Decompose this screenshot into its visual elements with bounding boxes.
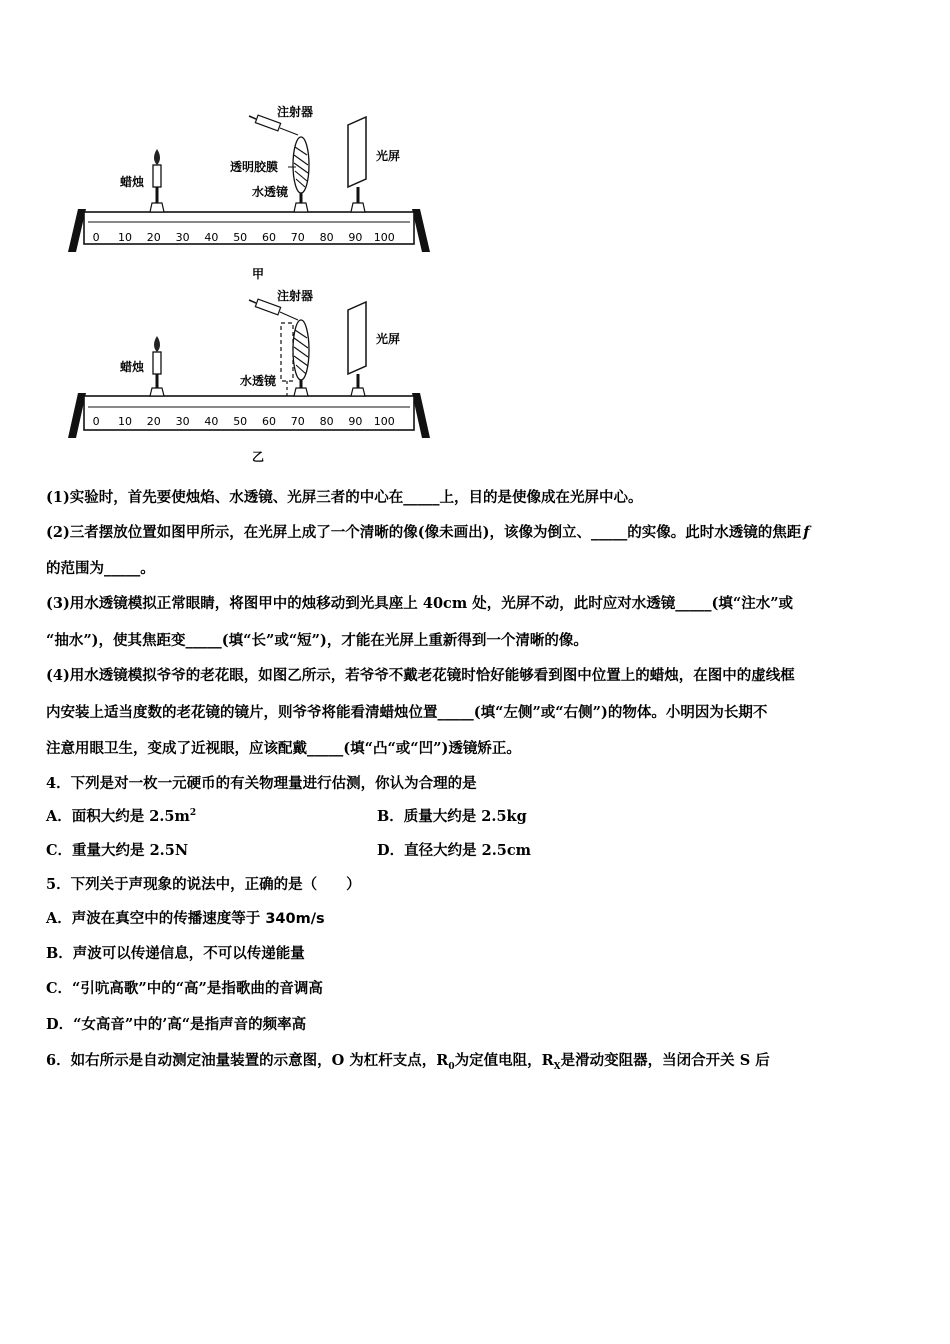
q4-option-d[interactable]: D．直径大约是 2.5cm: [377, 842, 532, 859]
figure-jia: [0, 95, 950, 280]
scale-tick-label: 90: [348, 231, 363, 244]
scale-tick-label: 50: [233, 415, 248, 428]
scale-tick-label: 40: [204, 231, 219, 244]
q3-part-4-cont2: 注意用眼卫生，变成了近视眼，应该配戴_____(填“凸“或“凹”)透镜矫正。: [46, 740, 521, 757]
scale-tick-label: 10: [118, 231, 132, 244]
scale-tick-label: 60: [262, 415, 276, 428]
focal-length-symbol: f: [803, 524, 810, 541]
scale-tick-label: 40: [204, 415, 219, 428]
dashed-glasses-frame: [281, 323, 293, 381]
water-lens: [293, 320, 309, 396]
q3-part-4-cont: 内安装上适当度数的老花镜的镜片，则爷爷将能看清蜡烛位置_____(填“左侧”或“右侧”)的物体。小明因为长期不: [46, 704, 768, 721]
scale-tick-label: 30: [175, 415, 190, 428]
q3-part-3: (3)用水透镜模拟正常眼睛，将图甲中的烛移动到光具座上 40cm 处，光屏不动，此时应对水透镜_____(填“注水”或: [46, 595, 794, 612]
q3-part-3-cont: “抽水”)，使其焦距变_____(填“长”或“短”)，才能在光屏上重新得到一个清晰的像。: [46, 632, 588, 649]
scale-tick-label: 50: [233, 231, 248, 244]
screen-label: 光屏: [376, 149, 401, 163]
figure-caption-yi: 乙: [252, 450, 265, 464]
light-screen: [348, 302, 366, 396]
q3-part-2: (2)三者摆放位置如图甲所示，在光屏上成了一个清晰的像(像未画出)，该像为倒立、_____的实像。此时水透镜的焦距 f: [46, 524, 810, 541]
syringe-label: 注射器: [277, 289, 314, 303]
optical-bench-rail: [84, 396, 414, 430]
q5-option-b[interactable]: B．声波可以传递信息，不可以传递能量: [46, 945, 305, 962]
scale-tick-label: 80: [319, 415, 334, 428]
lens-label: 水透镜: [252, 185, 289, 199]
scale-tick-label: 70: [290, 231, 305, 244]
light-screen: [348, 117, 366, 212]
q5-stem: 5．下列关于声现象的说法中，正确的是（ ）: [46, 876, 361, 893]
question-6-stem: 6．如右所示是自动测定油量装置的示意图，O 为杠杆支点，$R_0$为定值电阻，$R_X$是滑动变阻器，当闭合开关 S 后: [46, 1052, 770, 1072]
candle-label: 蜡烛: [120, 360, 145, 374]
figure-caption-jia: 甲: [252, 267, 265, 281]
scale-tick-label: 10: [118, 415, 132, 428]
candle: [150, 336, 164, 396]
lens-label: 水透镜: [240, 374, 277, 388]
q3-part-2-cont: 的范围为_____。: [46, 560, 155, 577]
candle: [150, 149, 164, 212]
q4-option-b[interactable]: B．质量大约是 2.5kg: [377, 808, 527, 825]
scale-tick-label: 20: [146, 415, 161, 428]
scale-tick-label: 80: [319, 231, 334, 244]
candle-label: 蜡烛: [120, 175, 145, 189]
q3-part-1: (1)实验时，首先要使烛焰、水透镜、光屏三者的中心在_____上，目的是使像成在光屏中心。: [46, 489, 643, 506]
scale-tick-label: 100: [373, 231, 395, 244]
q5-option-c[interactable]: C．“引吭高歌”中的“高”是指歌曲的音调高: [46, 980, 323, 997]
optical-bench-diagram-yi: [0, 280, 950, 470]
q4-option-a[interactable]: A．面积大约是 $2.5m^2$: [46, 808, 197, 825]
q5-option-a[interactable]: A．声波在真空中的传播速度等于 340m/s: [46, 910, 325, 927]
q4-option-c[interactable]: C．重量大约是 2.5N: [46, 842, 189, 859]
q4-stem: 4．下列是对一枚一元硬币的有关物理量进行估测，你认为合理的是: [46, 775, 477, 792]
film-label: 透明胶膜: [230, 160, 279, 174]
figure-yi: [0, 280, 950, 470]
scale-tick-label: 90: [348, 415, 363, 428]
syringe-label: 注射器: [277, 105, 314, 119]
scale-tick-label: 20: [146, 231, 161, 244]
scale-tick-label: 0: [92, 231, 100, 244]
scale-tick-label: 100: [373, 415, 395, 428]
scale-tick-label: 70: [290, 415, 305, 428]
optical-bench-rail: [84, 212, 414, 244]
q5-option-d[interactable]: D．“女高音”中的’高“是指声音的频率高: [46, 1016, 307, 1033]
scale-tick-label: 60: [262, 231, 276, 244]
q3-part-4: (4)用水透镜模拟爷爷的老花眼，如图乙所示，若爷爷不戴老花镜时恰好能够看到图中位置上的蜡烛，在图中的虚线框: [46, 667, 795, 684]
scale-tick-label: 30: [175, 231, 190, 244]
water-lens: [293, 137, 309, 212]
screen-label: 光屏: [376, 332, 401, 346]
scale-tick-label: 0: [92, 415, 100, 428]
